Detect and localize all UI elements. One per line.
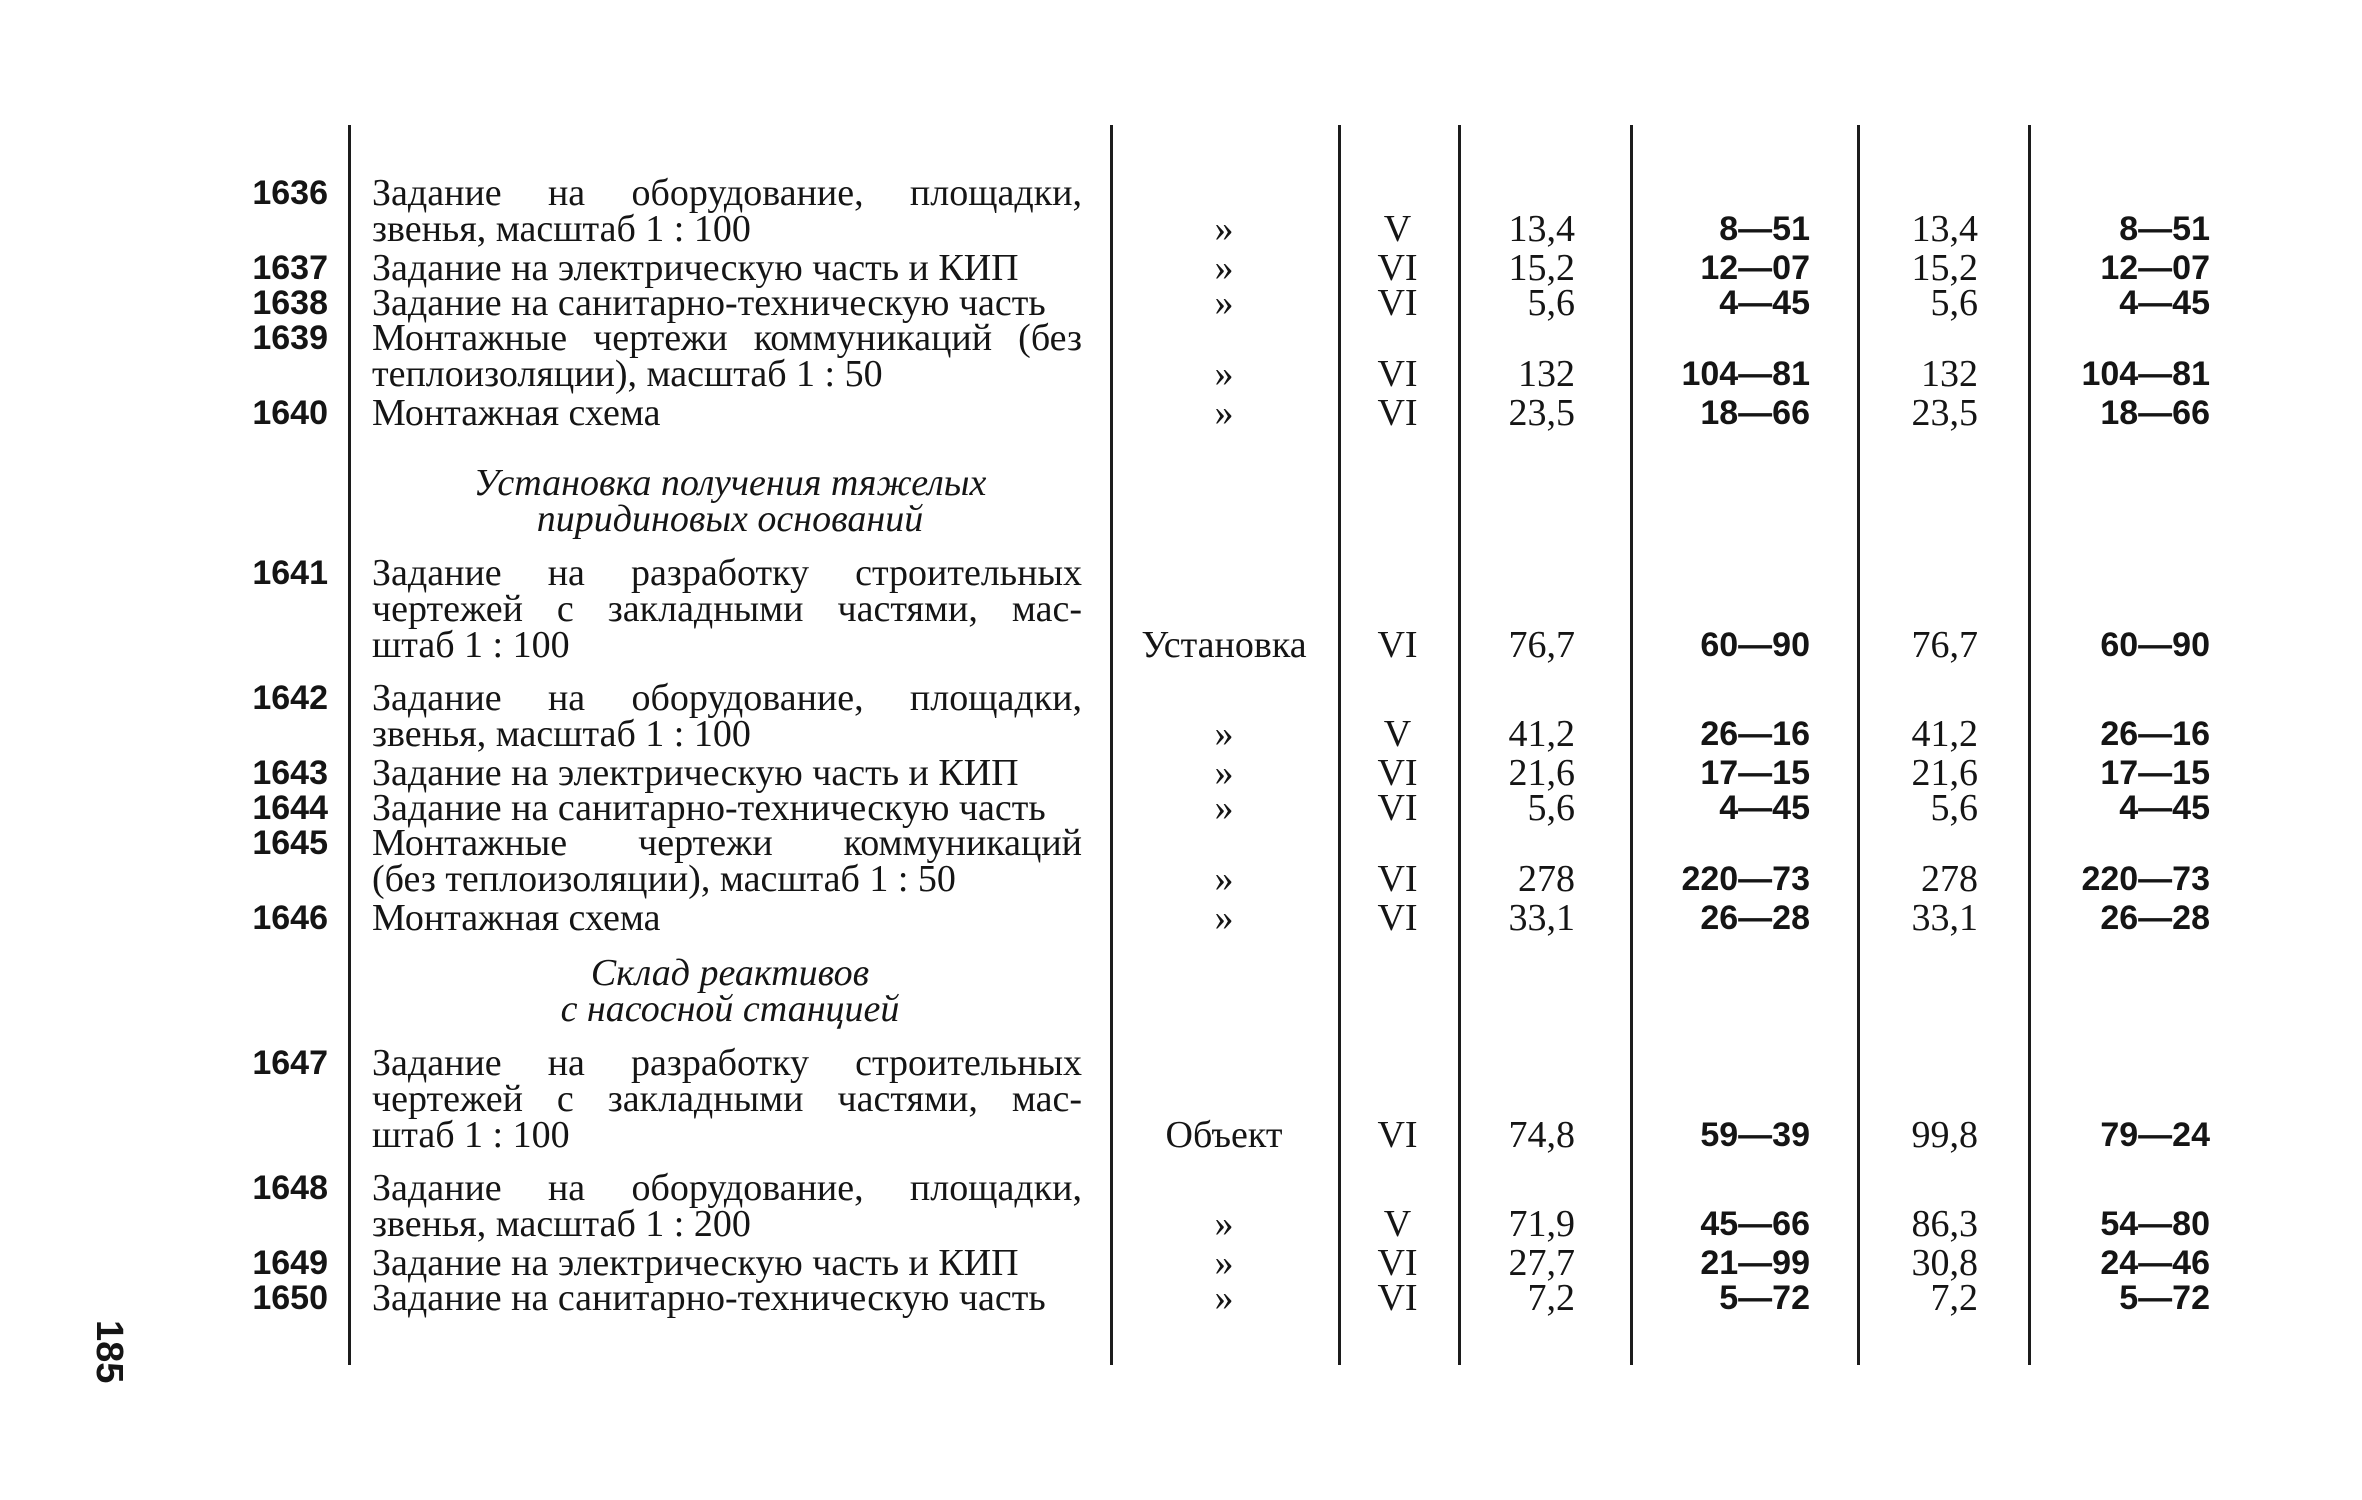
page-number: 185	[88, 1320, 130, 1384]
volume-cell: 74,8	[1508, 1114, 1575, 1156]
section-title	[370, 952, 1090, 1030]
volume-cell: 278	[1921, 858, 1978, 900]
cost-cell: 79—24	[2100, 1116, 2210, 1154]
unit-cell: »	[1214, 1277, 1234, 1319]
unit-cell: »	[1214, 247, 1234, 289]
volume-cell: 21,6	[1911, 752, 1978, 794]
category-cell: VI	[1377, 392, 1418, 434]
description-line: штаб 1 : 100	[372, 624, 570, 666]
row-number: 1636	[252, 174, 328, 212]
row-number: 1649	[252, 1244, 328, 1282]
volume-cell: 76,7	[1911, 624, 1978, 666]
section-title-line: с насосной станцией	[560, 988, 900, 1030]
cost-cell: 8—51	[2119, 210, 2210, 248]
cost-cell: 8—51	[1719, 210, 1810, 248]
volume-cell: 13,4	[1508, 208, 1575, 250]
row-number: 1644	[252, 789, 328, 827]
cost-cell: 4—45	[1719, 284, 1810, 322]
description-line: Задание на оборудование, площадки,	[372, 1167, 1082, 1209]
unit-cell: »	[1214, 858, 1234, 900]
category-cell: V	[1383, 208, 1412, 250]
description-line: Задание на оборудование, площадки,	[372, 172, 1082, 214]
volume-cell: 76,7	[1508, 624, 1575, 666]
volume-cell: 15,2	[1911, 247, 1978, 289]
cost-cell: 5—72	[1719, 1279, 1810, 1317]
description-line: Задание на электрическую часть и КИП	[372, 752, 1019, 794]
column-rule	[1338, 125, 1341, 1365]
category-cell: VI	[1377, 1114, 1418, 1156]
category-cell: VI	[1377, 247, 1418, 289]
volume-cell: 41,2	[1911, 713, 1978, 755]
unit-cell: »	[1214, 752, 1234, 794]
volume-cell: 132	[1921, 353, 1978, 395]
description-line: чертежей с закладными частями, мас-	[372, 1078, 1082, 1120]
cost-cell: 17—15	[2100, 754, 2210, 792]
column-rule	[1630, 125, 1633, 1365]
volume-cell: 13,4	[1911, 208, 1978, 250]
volume-cell: 7,2	[1527, 1277, 1575, 1319]
description-line: Задание на санитарно-техническую часть	[372, 787, 1046, 829]
volume-cell: 132	[1518, 353, 1575, 395]
unit-cell: »	[1214, 282, 1234, 324]
volume-cell: 71,9	[1508, 1203, 1575, 1245]
cost-cell: 104—81	[2081, 355, 2210, 393]
row-number: 1647	[252, 1044, 328, 1082]
description-line: Монтажные чертежи коммуникаций (без	[372, 317, 1082, 359]
cost-cell: 26—28	[1700, 899, 1810, 937]
row-number: 1639	[252, 319, 328, 357]
unit-cell: »	[1214, 353, 1234, 395]
cost-cell: 54—80	[2100, 1205, 2210, 1243]
category-cell: V	[1383, 713, 1412, 755]
cost-cell: 220—73	[1681, 860, 1810, 898]
row-number: 1641	[252, 554, 328, 592]
cost-cell: 26—16	[2100, 715, 2210, 753]
description-line: Задание на разработку строительных	[372, 1042, 1082, 1084]
volume-cell: 5,6	[1930, 282, 1978, 324]
description-line: Задание на электрическую часть и КИП	[372, 247, 1019, 289]
unit-cell: Установка	[1141, 624, 1307, 666]
cost-cell: 45—66	[1700, 1205, 1810, 1243]
row-number: 1637	[252, 249, 328, 287]
cost-cell: 60—90	[1700, 626, 1810, 664]
cost-cell: 18—66	[1700, 394, 1810, 432]
description-line: Задание на электрическую часть и КИП	[372, 1242, 1019, 1284]
volume-cell: 99,8	[1911, 1114, 1978, 1156]
row-number: 1648	[252, 1169, 328, 1207]
description-line: Монтажные чертежи коммуникаций	[372, 822, 1082, 864]
cost-cell: 5—72	[2119, 1279, 2210, 1317]
section-title-line: Склад реактивов	[590, 952, 870, 994]
unit-cell: »	[1214, 392, 1234, 434]
column-rule	[1458, 125, 1461, 1365]
unit-cell: Объект	[1165, 1114, 1283, 1156]
cost-cell: 4—45	[2119, 284, 2210, 322]
volume-cell: 21,6	[1508, 752, 1575, 794]
category-cell: VI	[1377, 752, 1418, 794]
unit-cell: »	[1214, 1242, 1234, 1284]
description-line: Задание на санитарно-техническую часть	[372, 282, 1046, 324]
row-number: 1650	[252, 1279, 328, 1317]
volume-cell: 23,5	[1911, 392, 1978, 434]
column-rule	[1110, 125, 1113, 1365]
unit-cell: »	[1214, 1203, 1234, 1245]
cost-cell: 17—15	[1700, 754, 1810, 792]
description-line: (без теплоизоляции), масштаб 1 : 50	[372, 858, 956, 900]
description-line: Задание на санитарно-техническую часть	[372, 1277, 1046, 1319]
category-cell: VI	[1377, 624, 1418, 666]
unit-cell: »	[1214, 787, 1234, 829]
volume-cell: 5,6	[1527, 787, 1575, 829]
column-rule	[2028, 125, 2031, 1365]
description-line: звенья, масштаб 1 : 100	[372, 713, 751, 755]
description-line: Монтажная схема	[372, 897, 661, 939]
category-cell: V	[1383, 1203, 1412, 1245]
volume-cell: 27,7	[1508, 1242, 1575, 1284]
column-rule	[1857, 125, 1860, 1365]
volume-cell: 7,2	[1930, 1277, 1978, 1319]
section-title-line: Установка получения тяжелых	[473, 462, 987, 504]
category-cell: VI	[1377, 1277, 1418, 1319]
row-number: 1643	[252, 754, 328, 792]
cost-cell: 26—16	[1700, 715, 1810, 753]
column-rule	[348, 125, 351, 1365]
cost-cell: 60—90	[2100, 626, 2210, 664]
category-cell: VI	[1377, 858, 1418, 900]
volume-cell: 41,2	[1508, 713, 1575, 755]
cost-cell: 12—07	[1700, 249, 1810, 287]
cost-cell: 12—07	[2100, 249, 2210, 287]
description-line: теплоизоляции), масштаб 1 : 50	[372, 353, 883, 395]
cost-cell: 220—73	[2081, 860, 2210, 898]
row-number: 1645	[252, 824, 328, 862]
row-number: 1646	[252, 899, 328, 937]
section-title	[370, 462, 1090, 540]
volume-cell: 278	[1518, 858, 1575, 900]
cost-cell: 59—39	[1700, 1116, 1810, 1154]
unit-cell: »	[1214, 713, 1234, 755]
row-number: 1640	[252, 394, 328, 432]
description-line: штаб 1 : 100	[372, 1114, 570, 1156]
description-line: звенья, масштаб 1 : 200	[372, 1203, 751, 1245]
volume-cell: 5,6	[1527, 282, 1575, 324]
volume-cell: 33,1	[1911, 897, 1978, 939]
section-title-line: пиридиновых оснований	[536, 498, 924, 540]
unit-cell: »	[1214, 208, 1234, 250]
volume-cell: 15,2	[1508, 247, 1575, 289]
description-line: Задание на оборудование, площадки,	[372, 677, 1082, 719]
cost-cell: 18—66	[2100, 394, 2210, 432]
volume-cell: 86,3	[1911, 1203, 1978, 1245]
row-number: 1638	[252, 284, 328, 322]
description-line: звенья, масштаб 1 : 100	[372, 208, 751, 250]
volume-cell: 30,8	[1911, 1242, 1978, 1284]
cost-cell: 4—45	[2119, 789, 2210, 827]
cost-cell: 26—28	[2100, 899, 2210, 937]
category-cell: VI	[1377, 353, 1418, 395]
cost-cell: 21—99	[1700, 1244, 1810, 1282]
unit-cell: »	[1214, 897, 1234, 939]
volume-cell: 33,1	[1508, 897, 1575, 939]
category-cell: VI	[1377, 787, 1418, 829]
cost-cell: 4—45	[1719, 789, 1810, 827]
cost-cell: 24—46	[2100, 1244, 2210, 1282]
volume-cell: 23,5	[1508, 392, 1575, 434]
row-number: 1642	[252, 679, 328, 717]
category-cell: VI	[1377, 1242, 1418, 1284]
volume-cell: 5,6	[1930, 787, 1978, 829]
description-line: Задание на разработку строительных	[372, 552, 1082, 594]
category-cell: VI	[1377, 897, 1418, 939]
description-line: Монтажная схема	[372, 392, 661, 434]
category-cell: VI	[1377, 282, 1418, 324]
cost-cell: 104—81	[1681, 355, 1810, 393]
description-line: чертежей с закладными частями, мас-	[372, 588, 1082, 630]
